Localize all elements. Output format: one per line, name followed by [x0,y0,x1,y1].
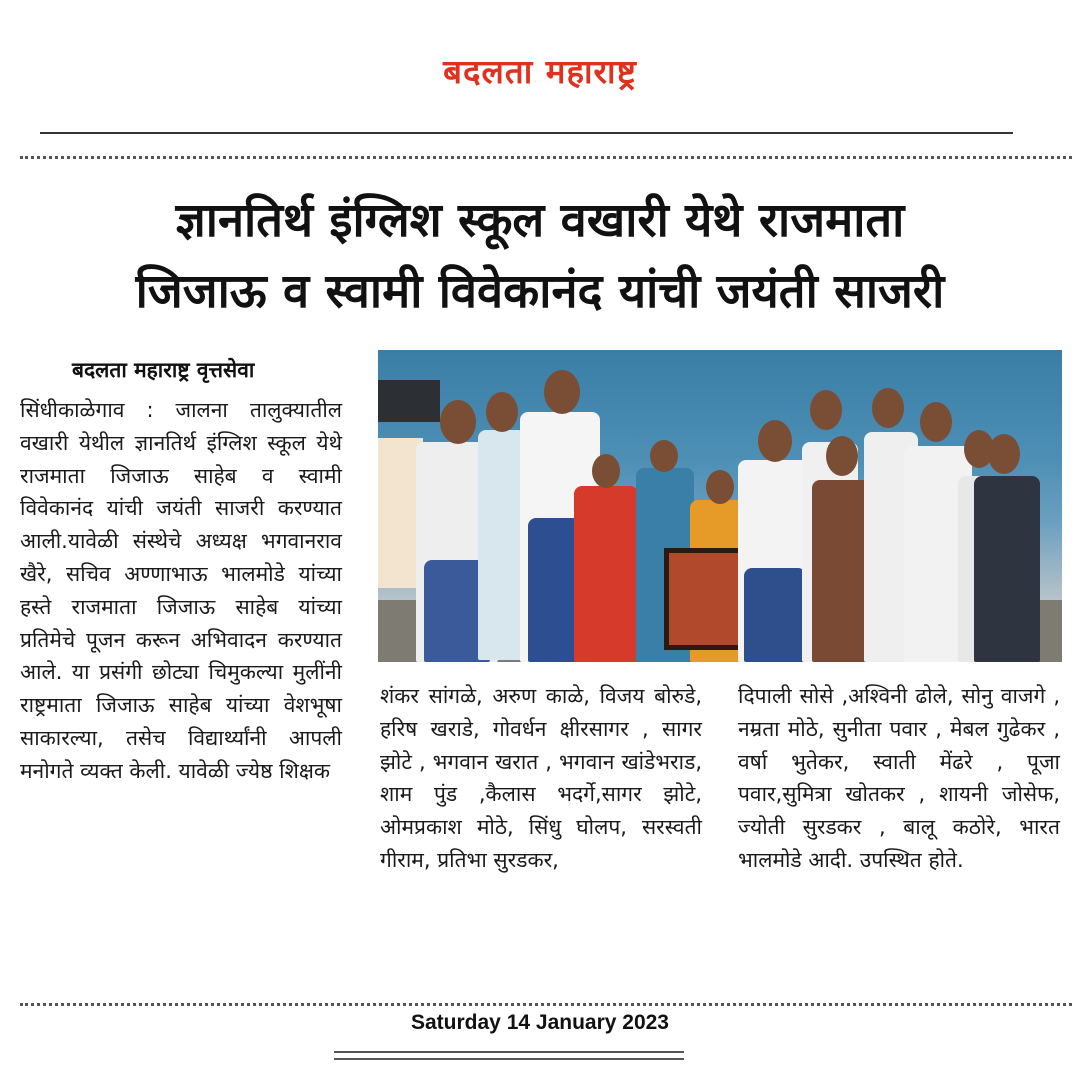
headline-line-2: जिजाऊ व स्वामी विवेकानंद यांची जयंती साजरी [135,264,945,319]
girl-1-head [592,454,620,488]
headline [20,185,1060,327]
photo-board [378,380,440,422]
masthead-rule [40,132,1013,134]
top-dotted-rule [20,156,1072,159]
article-column-2 [380,680,702,877]
person-3-head [544,370,580,414]
girl-1 [574,486,638,662]
bottom-dotted-rule [20,1003,1072,1006]
girl-2-head [650,440,678,472]
article-column-3 [738,680,1060,877]
person-5-head [810,390,842,430]
person-4-trousers [744,568,806,662]
date-double-rule [334,1051,684,1060]
publication-date: Saturday 14 January 2023 [411,1011,669,1034]
person-2 [478,430,526,660]
article-column-2-text: शंकर सांगळे, अरुण काळे, विजय बोरुडे, हरिष खराडे, गोवर्धन क्षीरसागर , सागर झोटे , भगवान खरात , भगवान खांडेभराड, शाम पुंड ,कैलास भदर्गे,सागर झोटे, ओमप्रकाश मोठे, सिंधु घोलप, सरस्वती गीराम, प्रतिभा सुरडकर, [380,684,702,872]
event-photo [378,350,1062,662]
headline-line-1: ज्ञानतिर्थ इंग्लिश स्कूल वखारी येथे राजमाता [175,193,905,248]
girl-3-head [706,470,734,504]
person-6-head [826,436,858,476]
byline: बदलता महाराष्ट्र वृत्तसेवा [72,358,255,382]
person-10 [974,476,1040,662]
person-7-head [872,388,904,428]
masthead-title: बदलता महाराष्ट्र [443,52,637,91]
person-4-head [758,420,792,462]
portrait-frame [664,548,744,650]
person-1-head [440,400,476,444]
person-10-head [988,434,1020,474]
article-column-1-text: सिंधीकाळेगाव : जालना तालुक्यातील वखारी येथील ज्ञानतिर्थ इंग्लिश स्कूल येथे राजमाता जिजाऊ साहेब व स्वामी विवेकानंद यांची जयंती साजरी करण्यात आली.यावेळी संस्थेचे अध्यक्ष भगवानराव खैरे, सचिव अण्णाभाऊ भालमोडे यांच्या हस्ते राजमाता जिजाऊ साहेब यांच्या प्रतिमेचे पूजन करून अभिवादन करण्यात आले. या प्रसंगी छोट्या चिमुकल्या मुलींनी राष्ट्रमाता जिजाऊ साहेब यांच्या वेशभूषा साकारल्या, तसेच विद्यार्थ्यांनी आपली मनोगते व्यक्त केली. यावेळी ज्येष्ठ शिक्षक [20,398,342,783]
person-8-head [920,402,952,442]
article-column-3-text: दिपाली सोसे ,अश्विनी ढोले, सोनु वाजगे , नम्रता मोठे, सुनीता पवार , मेबल गुढेकर , वर्षा भुतेकर, स्वाती मेंढरे , पूजा पवार,सुमित्रा खोतकर , शायनी जोसेफ, ज्योती सुरडकर , बालू कठोरे, भारत भालमोडे आदी. उपस्थित होते. [738,684,1060,872]
article-column-1 [20,394,342,788]
person-2-head [486,392,518,432]
